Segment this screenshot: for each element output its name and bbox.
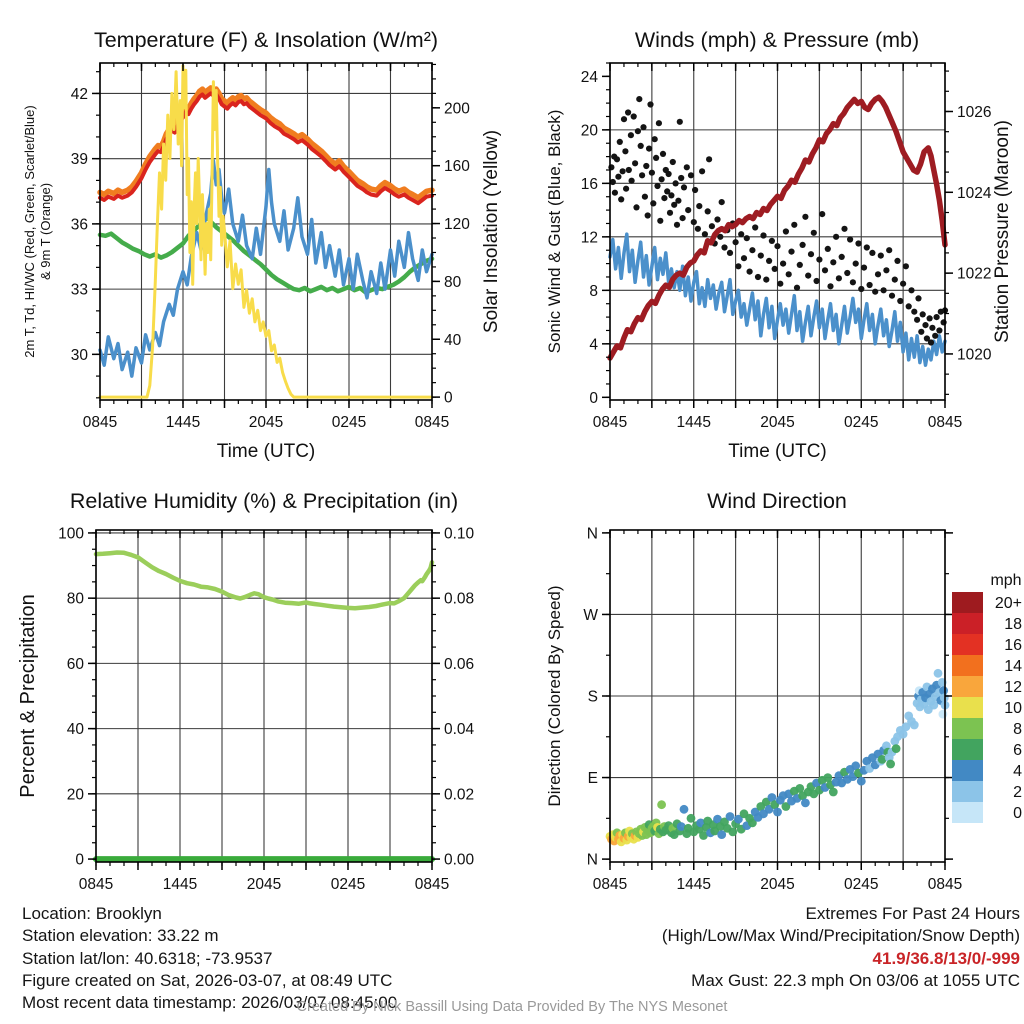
svg-text:20: 20 (580, 122, 598, 140)
svg-text:0.06: 0.06 (444, 655, 475, 673)
station-elevation: Station elevation: 33.22 m (22, 926, 219, 946)
svg-text:33: 33 (70, 281, 88, 299)
svg-text:0845: 0845 (414, 414, 450, 431)
svg-text:S: S (587, 688, 598, 706)
svg-text:0.10: 0.10 (444, 525, 475, 543)
svg-text:1026: 1026 (957, 103, 992, 121)
station-info (22, 903, 397, 1014)
svg-text:14: 14 (1004, 658, 1022, 675)
svg-text:0245: 0245 (331, 414, 367, 431)
svg-text:30: 30 (70, 346, 88, 364)
svg-text:Station Pressure (Maroon): Station Pressure (Maroon) (992, 120, 1013, 343)
svg-text:Solar Insolation (Yellow): Solar Insolation (Yellow) (481, 129, 502, 334)
figure-created-timestamp: Figure created on Sat, 2026-03-07, at 08:49 UTC (22, 970, 393, 990)
svg-text:1445: 1445 (676, 414, 711, 431)
chart-winds-pressure (545, 28, 1013, 462)
svg-text:1020: 1020 (957, 346, 992, 364)
svg-text:0845: 0845 (927, 876, 963, 893)
svg-text:0245: 0245 (844, 414, 879, 431)
svg-text:Relative Humidity (%) & Precip: Relative Humidity (%) & Precipitation (in) (69, 489, 459, 513)
most-recent-data-timestamp: Most recent data timestamp: 2026/03/07 08:45:00 (22, 993, 398, 1013)
extremes-info (662, 903, 1020, 992)
credit-line: Created By Nick Bassill Using Data Provided By The NYS Mesonet (296, 999, 728, 1015)
svg-text:Temperature (F) & Insolation (: Temperature (F) & Insolation (W/m²) (93, 28, 439, 52)
extremes-subtitle: (High/Low/Max Wind/Precipitation/Snow Depth) (661, 926, 1020, 946)
svg-text:2: 2 (1013, 784, 1022, 801)
svg-text:Direction (Colored By Speed): Direction (Colored By Speed) (545, 585, 564, 807)
axes-ticks-labels (17, 525, 475, 893)
svg-text:1445: 1445 (165, 414, 201, 431)
svg-text:0.08: 0.08 (444, 590, 475, 608)
svg-text:8: 8 (1013, 721, 1022, 738)
chart-wind-direction (545, 489, 1022, 893)
svg-text:0845: 0845 (592, 876, 628, 893)
extremes-title: Extremes For Past 24 Hours (805, 904, 1020, 923)
svg-text:40: 40 (444, 331, 462, 349)
station-latlon: Station lat/lon: 40.6318; -73.9537 (22, 948, 273, 968)
svg-text:Percent & Precipitation: Percent & Precipitation (17, 594, 39, 798)
svg-text:0: 0 (589, 389, 598, 407)
svg-text:4: 4 (589, 336, 598, 354)
station-location: Location: Brooklyn (22, 904, 162, 923)
svg-text:Wind Direction: Wind Direction (707, 489, 847, 513)
svg-text:6: 6 (1013, 742, 1022, 759)
svg-text:40: 40 (66, 721, 84, 739)
extremes-values: 41.9/36.8/13/0/-999 (872, 948, 1020, 968)
svg-text:1022: 1022 (957, 265, 992, 283)
svg-text:0.04: 0.04 (444, 721, 475, 739)
svg-text:8: 8 (589, 282, 598, 300)
gridlines (610, 63, 945, 400)
svg-text:42: 42 (70, 85, 88, 103)
svg-text:0245: 0245 (844, 876, 879, 893)
svg-text:0845: 0845 (414, 876, 450, 893)
svg-text:Sonic Wind & Gust (Blue, Black: Sonic Wind & Gust (Blue, Black) (545, 109, 564, 354)
svg-text:16: 16 (1004, 637, 1022, 654)
svg-text:Time (UTC): Time (UTC) (728, 441, 827, 462)
svg-text:24: 24 (580, 68, 598, 86)
chart-rh-precip (17, 489, 475, 893)
svg-text:12: 12 (1004, 679, 1022, 696)
max-gust-line: Max Gust: 22.3 mph On 03/06 at 1055 UTC (691, 970, 1020, 990)
svg-text:0: 0 (75, 851, 84, 869)
svg-text:0245: 0245 (330, 876, 366, 893)
svg-text:100: 100 (58, 525, 84, 543)
svg-text:160: 160 (444, 158, 470, 176)
svg-text:36: 36 (70, 216, 88, 234)
svg-text:2045: 2045 (760, 876, 795, 893)
svg-text:0845: 0845 (78, 876, 114, 893)
svg-text:0: 0 (1013, 805, 1022, 822)
chart-temp-insolation (22, 28, 502, 462)
svg-text:0845: 0845 (82, 414, 118, 431)
svg-text:1445: 1445 (676, 876, 711, 893)
svg-text:Winds (mph) & Pressure (mb): Winds (mph) & Pressure (mb) (634, 28, 920, 52)
svg-text:39: 39 (70, 151, 88, 169)
svg-text:2045: 2045 (760, 414, 795, 431)
speed-colorbar (952, 572, 1022, 823)
svg-text:0: 0 (444, 389, 453, 407)
svg-text:& 9m T (Orange): & 9m T (Orange) (38, 182, 53, 281)
svg-text:2045: 2045 (246, 876, 282, 893)
svg-text:2045: 2045 (248, 414, 284, 431)
svg-text:4: 4 (1013, 763, 1022, 780)
svg-text:16: 16 (580, 175, 598, 193)
svg-text:18: 18 (1004, 616, 1022, 633)
svg-text:10: 10 (1004, 700, 1022, 717)
svg-text:E: E (587, 770, 598, 788)
svg-text:0845: 0845 (927, 414, 963, 431)
svg-text:N: N (586, 525, 598, 543)
gridlines (96, 530, 432, 862)
svg-text:N: N (586, 851, 598, 869)
svg-text:20: 20 (66, 786, 84, 804)
svg-text:W: W (583, 606, 598, 624)
svg-text:0.02: 0.02 (444, 786, 475, 804)
svg-text:2m T, Td, HI/WC (Red, Green, S: 2m T, Td, HI/WC (Red, Green, Scarlet/Blue) (22, 105, 37, 358)
svg-text:Time (UTC): Time (UTC) (216, 441, 316, 462)
svg-text:80: 80 (66, 590, 84, 608)
svg-text:12: 12 (580, 229, 598, 247)
svg-text:60: 60 (66, 655, 84, 673)
svg-text:80: 80 (444, 273, 462, 291)
svg-text:mph: mph (990, 572, 1022, 589)
svg-text:1024: 1024 (957, 184, 992, 202)
svg-text:0.00: 0.00 (444, 851, 475, 869)
svg-text:1445: 1445 (162, 876, 198, 893)
svg-text:200: 200 (444, 100, 470, 118)
svg-text:120: 120 (444, 216, 470, 234)
svg-text:0845: 0845 (592, 414, 628, 431)
svg-text:20+: 20+ (994, 595, 1022, 612)
